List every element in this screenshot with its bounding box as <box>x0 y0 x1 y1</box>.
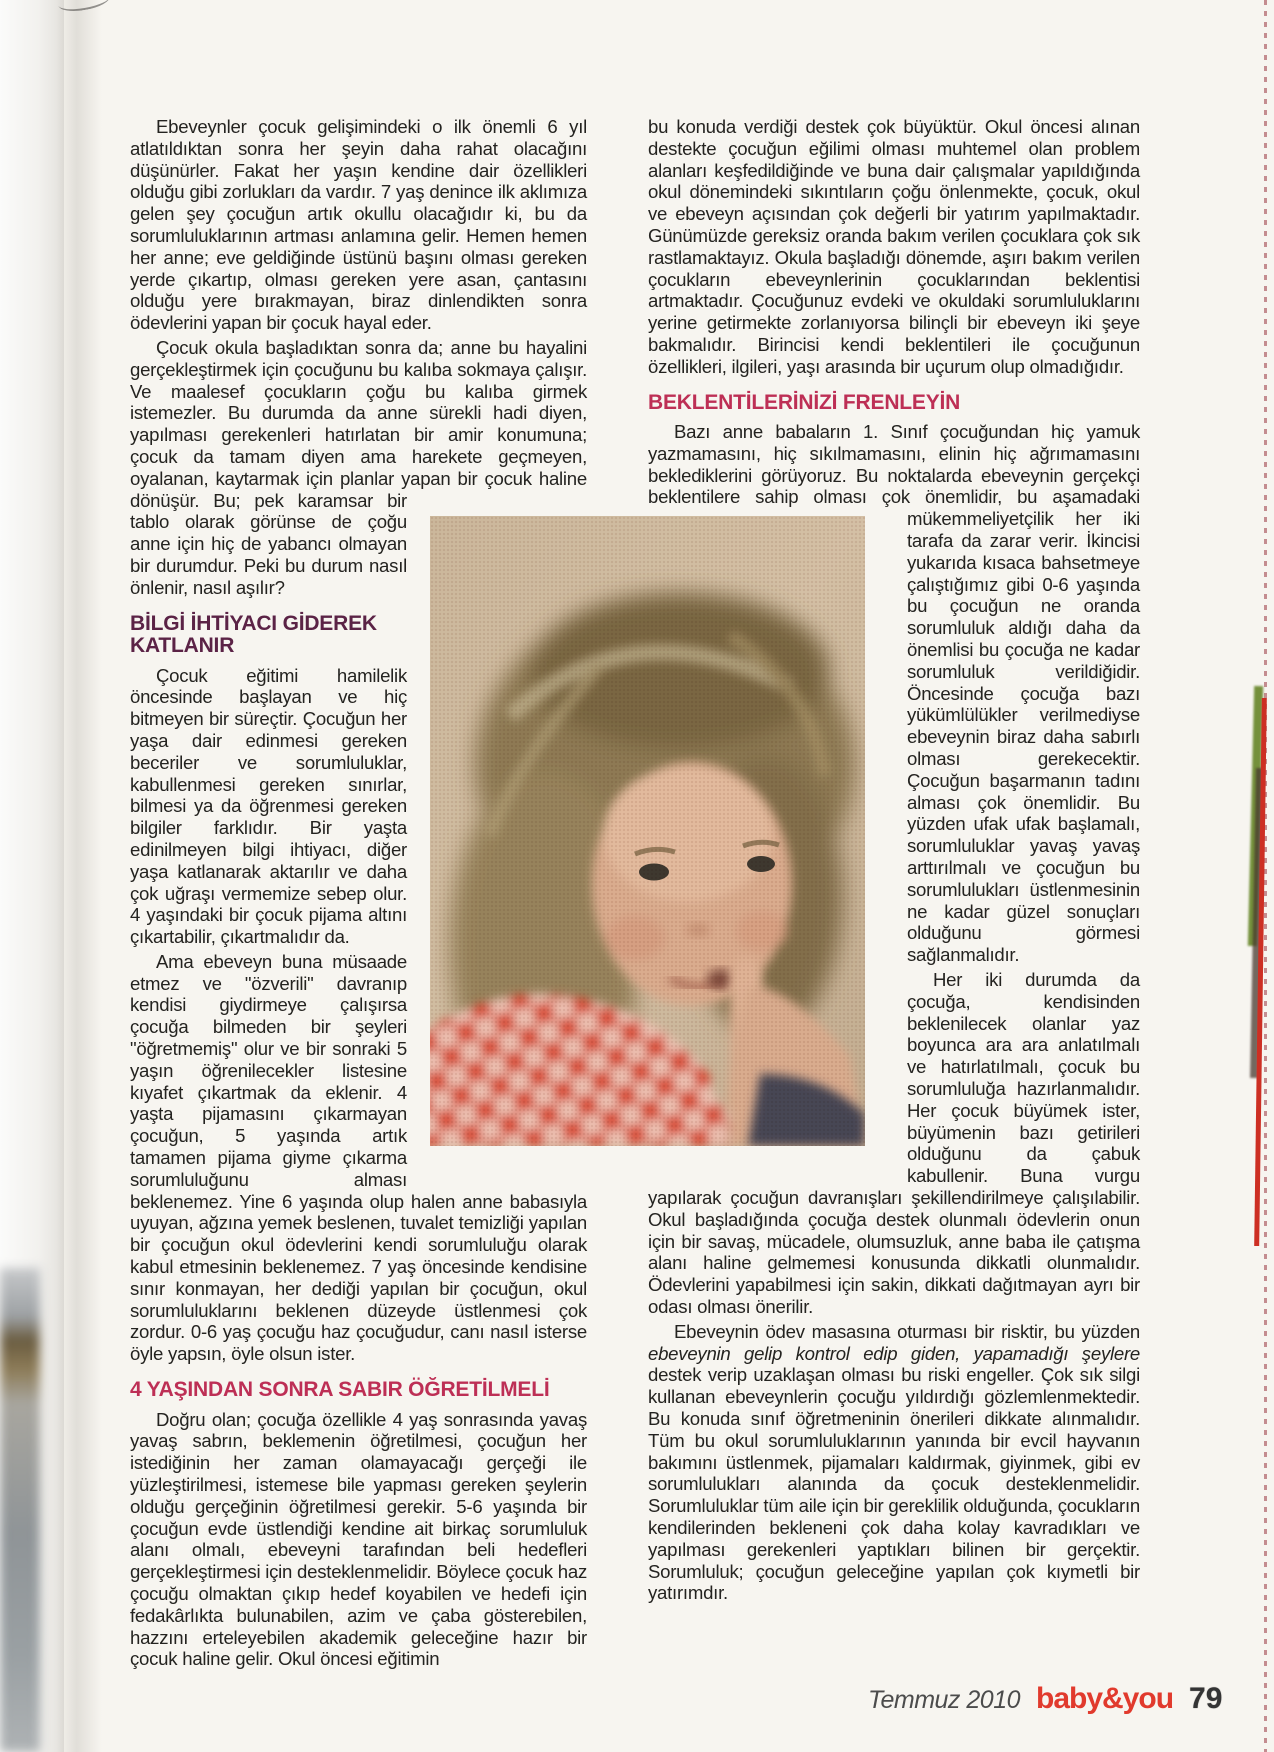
child-photo-illustration <box>430 516 865 1146</box>
article-paragraph: Doğru olan; çocuğa özellikle 4 yaş sonrasında yavaş yavaş sabrın, beklemenin öğretilmesi, çocuğun her istediğinin her zaman olamayacağı gerçeği ile yüzleştirilmesi, istemese bile yapması gereken şeylerin olduğu gerçeğinin öğretilmesi gerekir. 5-6 yaşında bir çocuğun evde üstlendiği kendine ait birkaç sorumluluk alanı olmalı, ebeveyni tarafından beli hedefleri gerçekleştirmesi için desteklenmelidir. Böylece çocuk haz çocuğu olmaktan çıkıp hedef koyabilen ve hedefi için fedakârlıkta bulunabilen, azim ve çaba gösterebilen, hazzını erteleyebilen akademik geleceğine hazır bir çocuk haline gelir. Okul öncesi eğitimin <box>130 1408 587 1670</box>
text-segment: Ebeveynin ödev masasına oturması bir risktir, bu yüzden <box>674 1320 1140 1342</box>
article-paragraph: Çocuk eğitimi hamilelik öncesinde başlayan ve hiç bitmeyen bir süreçtir. Çocuğun her yaşa dair edinmesi gereken beceriler ve sorumluluklar, kabullenmesi gereken sınırlar, bilmesi ya da öğrenmesi gereken bilgiler farklıdır. Bir yaşta edinilmeyen bilgi ihtiyacı, diğer yaşa katlanarak aktarılır ve daha çok uğraşı vermemize sebep olur. 4 yaşındaki bir çocuk pijama altını çıkartabilir, çıkartmalıdır da. <box>130 664 407 948</box>
italic-text-segment: ebeveynin gelip kontrol edip giden, yapamadığı şeylere <box>648 1342 1140 1364</box>
section-heading: BEKLENTİLERİNİZİ FRENLEYİN <box>648 390 961 414</box>
article-paragraph: Her iki durumda da çocuğa, kendisinden beklenilecek olanlar yaz boyunca ara ara anlatılmalı ve hatırlatılmalı, çocuk bu sorumluluğa hazırlanmalıdır. Her çocuk büyümek ister, büyümenin bazı getirileri olduğunu da çabuk kabullenir. Buna vurgu yapılarak çocuğun davranışları şekillendirilmeye çalışılabilir. Okul başladığında çocuğa destek olunmalı ödevlerin onun için bir savaş, mücadele, olumsuzluk, anne baba ile çatışma alanı haline gelmemesi konusunda dikkatli olunmalıdır. Ödevlerini yapabilmesi için sakin, dikkati dağıtmayan ayrı bir odası olması önerilir. <box>648 968 1140 1317</box>
child-photo <box>430 516 865 1146</box>
text-segment: destek verip uzaklaşan olması bu riski engeller. Çok sık silgi kullanan ebeveynlerin çocuğu yıldırdığı gözlemlenmektedir. Bu konuda sınıf öğretmeninin önerileri dikkate alınmalıdır. Tüm bu okul sorumluluklarının yanında bir evcil hayvanın bakımını üstlenmek, pijamaları kaldırmak, giyinmek, gibi ev sorumlulukları alanında da çocuk desteklenmelidir. Sorumluluklar tüm aile için bir gereklilik olduğunda, çocukların kendilerinden bekleneni çok daha kolay kavradıkları ve yapılması gerekenleri yaptıkları bilinen bir gerçektir. Sorumluluk; çocuğun geleceğine yapılan çok kıymetli bir yatırımdır. <box>648 1364 1140 1604</box>
page-footer <box>868 1682 1222 1716</box>
page-edge-dotted-line <box>1264 0 1267 1752</box>
article-paragraph: Ama ebeveyn buna müsaade etmez ve "özverili" davranıp kendisi giydirmeye çalışırsa çocuğa bilmeden bir şeyleri "öğretmemiş" olur ve bir sonraki 5 yaşın öğrenilecekler listesine kıyafet çıkartmak da eklenir. 4 yaşta pijamasını çıkarmayan çocuğun, 5 yaşında artık tamamen pijama giyme çıkarma sorumluluğunu alması beklenemez. Yine 6 yaşında olup halen anne babasıyla uyuyan, ağzına yemek beslenen, tuvalet temizliği yapılan bir çocuğun okul ödevlerini kendi sorumluluğu olarak kabul etmesinin beklenemez. 7 yaş öncesinde kendisine sınır konmayan, her dediği yapılan bir çocuğun, okul sorumluluklarını beklenen düzeyde üstlenmesi çok zordur. 0-6 yaş çocuğu haz çocuğudur, canı nasıl isterse öyle yapsın, öyle olsun ister. <box>130 950 587 1365</box>
page-curvature-shading <box>56 0 102 1752</box>
page-number: 79 <box>1189 1682 1223 1715</box>
article-paragraph: Bazı anne babaların 1. Sınıf çocuğundan hiç yamuk yazmamasını, hiç sıkılmamasını, elinin hiç ağrımamasını beklediklerini görüyoruz. Bu noktalarda ebeveynin gerçekçi beklentilere sahip olması çok önemlidir, bu aşamadaki mükemmeliyetçilik her iki tarafa da zarar verir. İkincisi yukarıda kısaca bahsetmeye çalıştığımız gibi 0-6 yaşında bu çocuğun ne oranda sorumluluk aldığı daha da önemlisi bu çocuğa ne kadar sorumluluk verildiğidir. Öncesinde çocuğa bazı yükümlülükler verilmediyse ebeveynin biraz daha sabırlı olması gerekecektir. Çocuğun başarmanın tadını alması çok önemlidir. Bu yüzden ufak ufak başlamalı, sorumluluklar yavaş yavaş arttırılmalı ve çocuğun bu sorumlulukları üstlenmesinin ne kadar güzel sonuçları olduğunu görmesi sağlanmalıdır. <box>648 421 1140 966</box>
article-paragraph: bu konuda verdiği destek çok büyüktür. Okul öncesi alınan destekte çocuğun eğilimi olması muhtemel olan problem alanları keşfedildiğinde ve buna dair çalışmalar yapıldığında okul dönemindeki sıkıntıların çoğu önlenmekte, çocuk, okul ve ebeveyn açısından çok değerli bir yatırım yapılmaktadır. Günümüzde gereksiz oranda bakım verilen çocuklara çok sık rastlamaktayız. Okula başladığı dönemde, aşırı bakım verilen çocukların ebeveynlerinin çocuklarından beklentisi artmaktadır. Çocuğunuz evdeki ve okuldaki sorumluluklarını yerine getirmekte zorlanıyorsa bilinçli bir ebeveyn iki şeye bakmalıdır. Birincisi kendi beklentileri ile çocuğunun özellikleri, ilgileri, yaşı arasında bir uçurum olup olmadığıdır. <box>648 116 1140 377</box>
brand-logo: baby&you <box>1036 1682 1174 1715</box>
section-heading: 4 YAŞINDAN SONRA SABIR ÖĞRETİLMELİ <box>130 1378 550 1402</box>
issue-date: Temmuz 2010 <box>868 1686 1020 1714</box>
article-paragraph: Ebeveynler çocuk gelişimindeki o ilk önemli 6 yıl atlatıldıktan sonra her şeyin daha rahat olacağını düşünürler. Fakat her yaşın kendine dair özellikleri olduğu gibi zorlukları da vardır. 7 yaş denince ilk aklımıza gelen şey çocuğun artık okullu olacağıdır ki, bu da sorumluluklarının artması anlamına gelir. Hemen hemen her anne; eve geldiğinde üstünü başını olması gereken yerde çıkartıp, olması gereken yere asan, çantasını olduğu yere bırakmayan, biraz dinlendikten sonra ödevlerini yapan bir çocuk hayal eder. <box>130 116 587 334</box>
section-heading: BİLGİ İHTİYACI GİDEREK KATLANIR <box>130 611 377 658</box>
blurred-background-strip <box>0 1268 40 1752</box>
article-paragraph <box>648 1321 1140 1604</box>
article-paragraph: Çocuk okula başladıktan sonra da; anne bu hayalini gerçekleştirmek için çocuğunu bu kalıba sokmaya çalışır. Ve maalesef çocukların çoğu bu kalıba girmek istemezler. Bu durumda da anne sürekli hadi diyen, yapılması gerekenleri hatırlatan bir amir konumuna; çocuk da tamam diyen ama harekete geçmeyen, oyalanan, kaytarmak için planlar yapan bir çocuk haline dönüşür. Bu; pek karamsar bir tablo olarak görünse de çoğu anne için hiç de yabancı olmayan bir durumdur. Peki bu durum nasıl önlenir, nasıl aşılır? <box>130 336 587 598</box>
